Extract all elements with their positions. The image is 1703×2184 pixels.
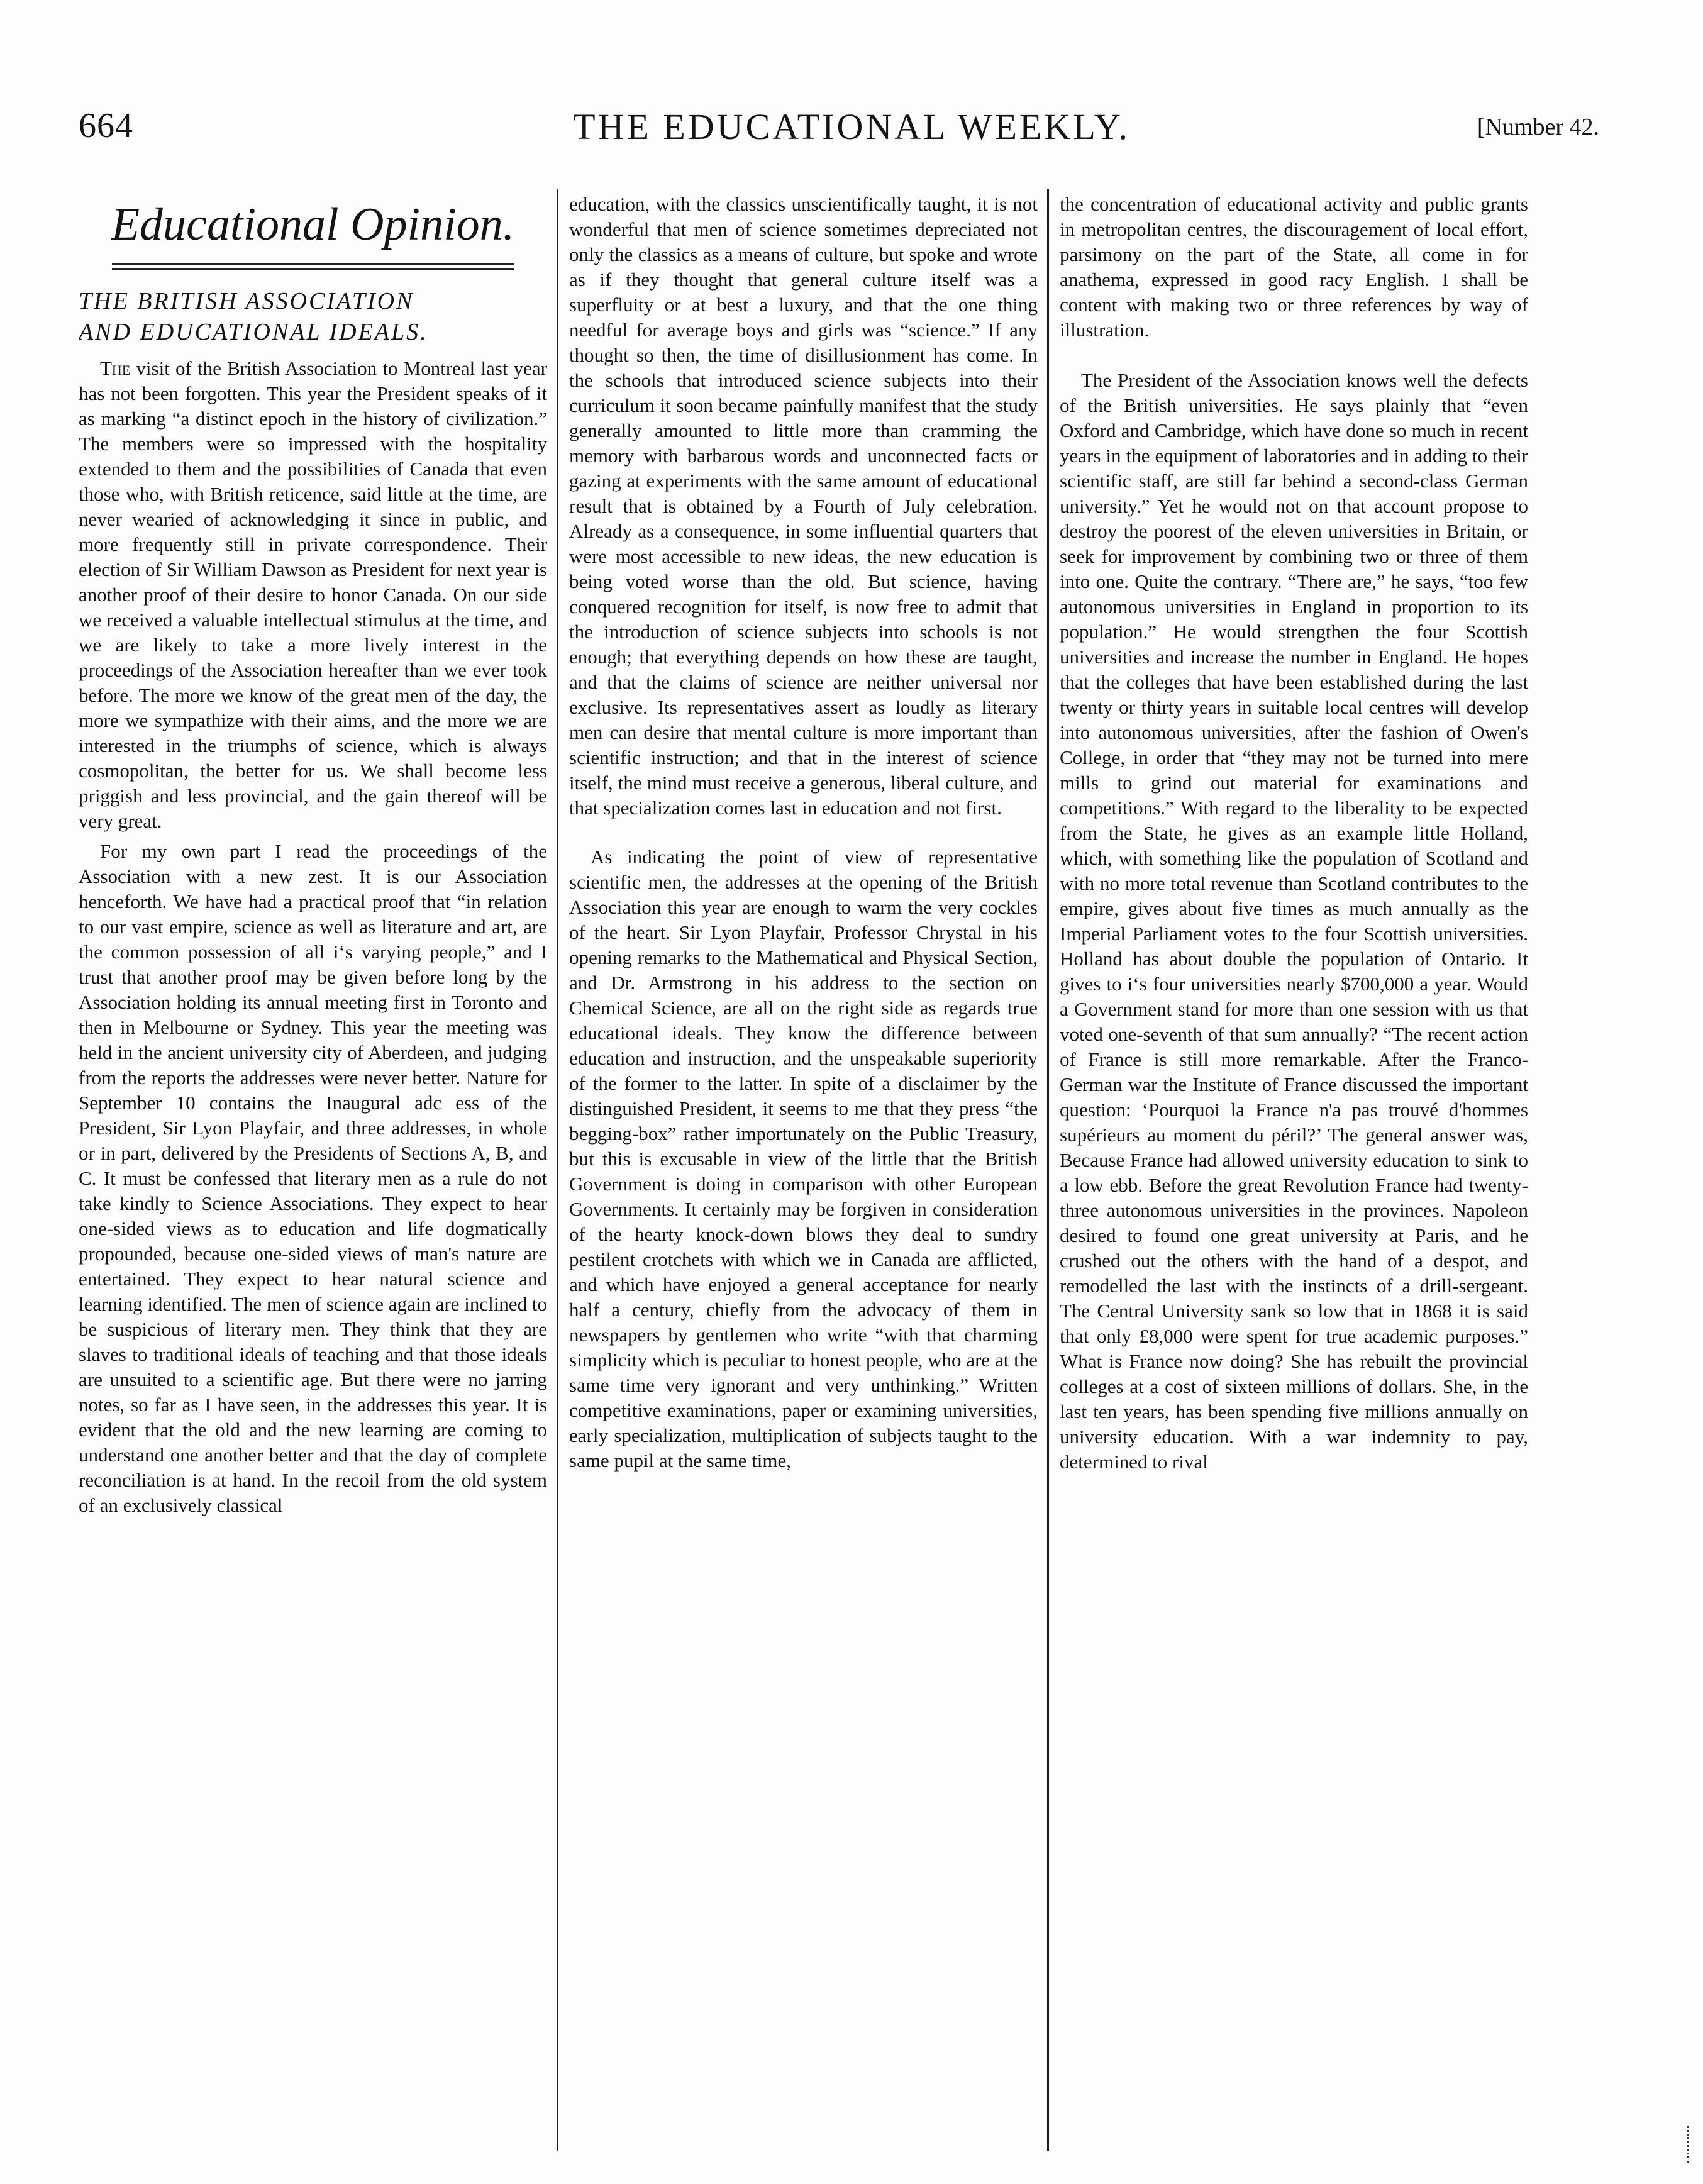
paragraph: education, with the classics unscientifically taught, it is not wonderful that men of science sometimes depreciated not only the classics as a means of culture, but spoke and wrote as if they thought that general culture itself was a superfluity or at best a luxury, and that the one thing needful for average boys and girls was “science.” If any thought so then, the time of disillusionment has come. In the schools that introduced science subjects into their curriculum it soon became painfully manifest that the study generally amounted to little more than cramming the memory with barbarous words and unconnected facts or gazing at experiments with the same amount of educational result that is obtained by a Fourth of July celebration. Already as a consequence, in some influential quarters that were most accessible to new ideas, the new education is being voted worse than the old. But science, having conquered recognition for itself, is now free to admit that the introduction of science subjects into schools is not enough; that everything depends on how these are taught, and that the claims of science are neither universal nor exclusive. Its representatives assert as loudly as literary men can desire that mental culture is more important than scientific instruction; and that in the interest of science itself, the mind must receive a generous, liberal culture, and that specialization comes last in education and not first. bbox=[569, 193, 1038, 819]
paragraph: For my own part I read the proceedings of the Association with a new zest. It is our Association henceforth. We have had a practical proof that “in relation to our vast empire, science as well as literature and art, are the common possession of all i‘s varying people,” and I trust that another proof may be given before long by the Association holding its annual meeting first in Toronto and then in Melbourne or Sydney. This year the meeting was held in the ancient university city of Aberdeen, and judging from the reports the addresses were never better. Nature for September 10 contains the Inaugural adc ess of the President, Sir Lyon Playfair, and three addresses, in whole or in part, delivered by the Presidents of Sections A, B, and C. It must be confessed that literary men as a rule do not take kindly to Science Associations. They expect to hear one-sided views as to education and life dogmatically propounded, because one-sided views of man's nature are entertained. They expect to hear natural science and learning identified. The men of science again are inclined to be suspicious of literary men. They think that they are slaves to traditional ideals of teaching and that those ideals are unsuited to a scientific age. But there were no jarring notes, so far as I have seen, in the addresses this year. It is evident that the old and the new learning are coming to understand one another better and that the day of complete reconciliation is at hand. In the recoil from the old system of an exclusively classical bbox=[79, 840, 547, 1516]
column-rule-left bbox=[557, 189, 558, 2151]
running-header bbox=[0, 106, 1703, 162]
column-1 bbox=[79, 192, 547, 2160]
paragraph bbox=[79, 356, 547, 834]
paragraph: the concentration of educational activity and public grants in metropolitan centres, the discouragement of local effort, parsimony on the part of the State, all come in for anathema, expressed in good racy English. I shall be content with making two or three references by way of illustration. bbox=[1060, 193, 1528, 341]
issue-number: [Number 42. bbox=[1477, 114, 1599, 140]
journal-title: THE EDUCATIONAL WEEKLY. bbox=[573, 106, 1130, 147]
paragraph: The President of the Association knows well the defects of the British universities. He says plainly that “even Oxford and Cambridge, which have done so much in recent years in the equipment of laboratories and in adding to their scientific staff, are still far behind a second-class German university.” Yet he would not on that account propose to destroy the poorest of the eleven universities in Britain, or seek for improvement by combining two or three of them into one. Quite the contrary. “There are,” he says, “too few autonomous universities in England in proportion to its population.” He would strengthen the four Scottish universities and increase the number in England. He hopes that the colleges that have been established during the last twenty or thirty years in suitable local centres will develop into autonomous universities, after the fashion of Owen's College, in order that “they may not be turned into mere mills to grind out material for examinations and competitions.” With regard to the liberality to be expected from the State, he gives as an example little Holland, which, with something like the population of Scotland and with no more total revenue than Scotland contributes to the empire, gives about five times as much annually as the Imperial Parliament votes to the four Scottish universities. Holland has about double the population of Ontario. It gives to i‘s four universities nearly $700,000 a year. Would a Government stand for more than one session with us that voted one-seventh of that sum annually? “The recent action of France is still more remarkable. After the Franco-German war the Institute of France discussed the important question: ‘Pourquoi la France n'a pas trouvé d'hommes supérieurs au moment du péril?’ The general answer was, Because France had allowed university education to sink to a low ebb. Before the great Revolution France had twenty-three autonomous universities in the provinces. Napoleon desired to found one great university at Paris, and he crushed out the others with the hand of a despot, and remodelled the last with the instincts of a drill-sergeant. The Central University sank so low that in 1868 it is said that only £8,000 were spent for true academic purposes.” What is France now doing? She has rebuilt the provincial colleges at a cost of sixteen millions of dollars. She, in the last ten years, has been spending five millions annually on university education. With a war indemnity to pay, determined to rival bbox=[1060, 369, 1528, 1473]
article-title-line-2: AND EDUCATIONAL IDEALS. bbox=[79, 319, 428, 346]
article-title-line-1: THE BRITISH ASSOCIATION bbox=[79, 288, 414, 315]
column-rule-right bbox=[1047, 189, 1049, 2151]
section-divider bbox=[112, 263, 514, 270]
page-number: 664 bbox=[79, 106, 133, 145]
paragraph-text: visit of the British Association to Montreal last year has not been forgotten. This year the President speaks of it as marking “a distinct epoch in the history of civilization.” The members were so impressed with the hospitality extended to them and the possibilities of Canada that even those who, with British reticence, said little at the time, are never wearied of acknowledging it since in public, and more frequently still in private correspondence. Their election of Sir William Dawson as President for next year is another proof of their desire to honor Canada. On our side we received a valuable intellectual stimulus at the time, and we are likely to take a more lively interest in the proceedings of the Association hereafter than we ever took before. The more we know of the great men of the day, the more we sympathize with their aims, and the more we are interested in the triumphs of science, which is always cosmopolitan, the better for us. We shall become less priggish and less provincial, and the gain thereof will be very great. bbox=[79, 357, 547, 832]
section-title: Educational Opinion. bbox=[111, 199, 515, 250]
column-3 bbox=[1060, 192, 1528, 2160]
margin-marks bbox=[1687, 2126, 1692, 2163]
lead-word: The bbox=[100, 357, 131, 379]
paragraph: As indicating the point of view of representative scientific men, the addresses at the opening of the British Association this year are enough to warm the very cockles of the heart. Sir Lyon Playfair, Professor Chrystal in his opening remarks to the Mathematical and Physical Section, and Dr. Armstrong in his address to the section on Chemical Science, are all on the right side as regards true educational ideals. They know the difference between education and instruction, and the unspeakable superiority of the former to the latter. In spite of a disclaimer by the distinguished President, it seems to me that they press “the begging-box” rather importunately on the Public Treasury, but this is excusable in view of the little that the British Government is doing in comparison with other European Governments. It certainly may be forgiven in consideration of the hearty knock-down blows they deal to sundry pestilent crotchets with which we in Canada are afflicted, and which have enjoyed a general acceptance for nearly half a century, chiefly from the advocacy of them in newspapers by gentlemen who write “with that charming simplicity which is peculiar to honest people, who are at the same time very ignorant and very unthinking.” Written competitive examinations, paper or examining universities, early specialization, multiplication of subjects taught to the same pupil at the same time, bbox=[569, 846, 1038, 1472]
article-title bbox=[79, 286, 547, 348]
column-2 bbox=[569, 192, 1038, 2160]
